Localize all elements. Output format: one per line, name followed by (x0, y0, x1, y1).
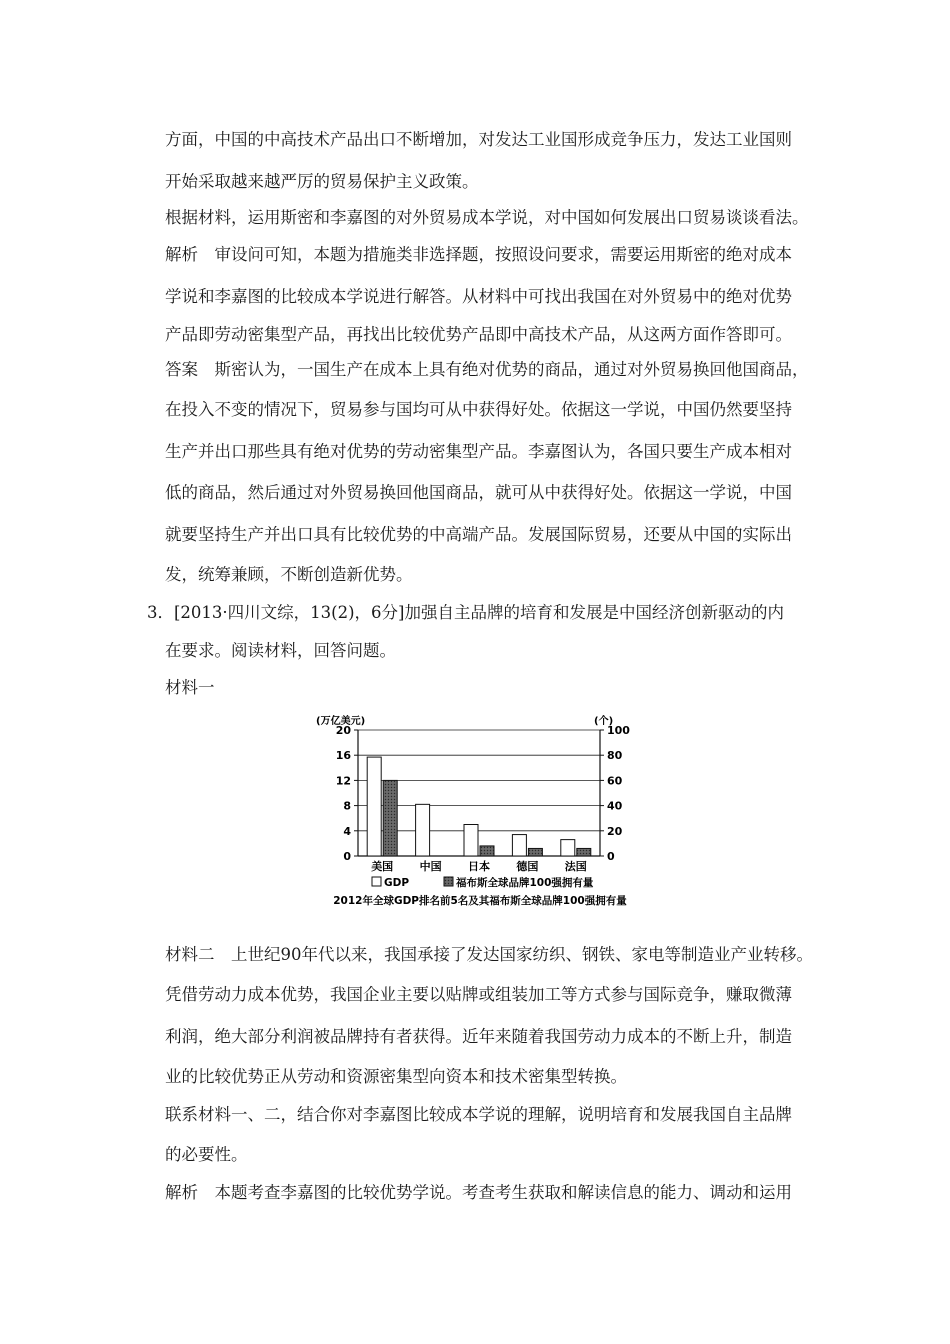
text-line: 学说和李嘉图的比较成本学说进行解答。从材料中可找出我国在对外贸易中的绝对优势 (165, 287, 792, 306)
text-line: 利润，绝大部分利润被品牌持有者获得。近年来随着我国劳动力成本的不断上升，制造 (165, 1027, 792, 1046)
text-line: 在投入不变的情况下，贸易参与国均可从中获得好处。依据这一学说，中国仍然要坚持 (165, 400, 792, 419)
text-line: 方面，中国的中高技术产品出口不断增加，对发达工业国形成竞争压力，发达工业国则 (165, 130, 792, 149)
category-label: 法国 (564, 860, 587, 873)
chart-title: 2012年全球GDP排名前5名及其福布斯全球品牌100强拥有量 (333, 895, 627, 907)
tick-label-right: 40 (607, 799, 623, 813)
tick-label-left: 12 (335, 774, 351, 788)
text-line: 根据材料，运用斯密和李嘉图的对外贸易成本学说，对中国如何发展出口贸易谈谈看法。 (165, 208, 809, 227)
bar-brands (577, 848, 591, 856)
bar-brands (480, 846, 494, 856)
category-label: 德国 (516, 860, 539, 873)
tick-label-right: 100 (607, 724, 630, 737)
legend-label-brands: 福布斯全球品牌100强拥有量 (456, 877, 594, 889)
text-line: 3．[2013·四川文综，13(2)，6分]加强自主品牌的培育和发展是中国经济创新驱动的内 (147, 603, 784, 622)
bar-gdp (512, 835, 526, 856)
bar-gdp (464, 825, 478, 857)
bar-gdp (367, 757, 381, 856)
text-line: 的必要性。 (165, 1145, 248, 1164)
tick-label-right: 0 (607, 850, 615, 863)
tick-label-left: 4 (343, 824, 351, 838)
text-line: 开始采取越来越严厉的贸易保护主义政策。 (165, 172, 479, 191)
category-label: 日本 (468, 860, 490, 873)
text-line: 就要坚持生产并出口具有比较优势的中高端产品。发展国际贸易，还要从中国的实际出 (165, 525, 792, 544)
text-line: 低的商品，然后通过对外贸易换回他国商品，就可从中获得好处。依据这一学说，中国 (165, 483, 792, 502)
category-label: 美国 (371, 860, 394, 873)
bar-brands (528, 848, 542, 856)
chart-container (312, 708, 648, 920)
tick-label-left: 0 (343, 850, 351, 863)
text-line: 凭借劳动力成本优势，我国企业主要以贴牌或组装加工等方式参与国际竞争，赚取微薄 (165, 985, 792, 1004)
text-line: 材料二 上世纪90年代以来，我国承接了发达国家纺织、钢铁、家电等制造业产业转移。 (165, 945, 813, 964)
text-line: 材料一 (165, 678, 215, 697)
tick-label-left: 16 (335, 749, 351, 763)
legend-swatch-brands (444, 877, 453, 886)
text-line: 生产并出口那些具有绝对优势的劳动密集型产品。李嘉图认为，各国只要生产成本相对 (165, 442, 792, 461)
tick-label-left: 8 (343, 799, 351, 813)
tick-label-right: 20 (607, 824, 623, 838)
bar-gdp (416, 804, 430, 856)
y-left-unit: (万亿美元) (316, 716, 366, 727)
text-line: 答案 斯密认为，一国生产在成本上具有绝对优势的商品，通过对外贸易换回他国商品， (165, 360, 809, 379)
text-line: 发，统筹兼顾，不断创造新优势。 (165, 565, 413, 584)
category-label: 中国 (419, 860, 442, 873)
bar-gdp (561, 840, 575, 856)
tick-label-left: 20 (335, 724, 351, 737)
text-line: 产品即劳动密集型产品，再找出比较优势产品即中高技术产品，从这两方面作答即可。 (165, 325, 792, 344)
text-line: 解析 本题考查李嘉图的比较优势学说。考查考生获取和解读信息的能力、调动和运用 (165, 1183, 792, 1202)
tick-label-right: 80 (607, 749, 623, 763)
legend-swatch-gdp (372, 877, 381, 886)
bar-brands (383, 780, 397, 856)
bar-chart (312, 708, 648, 920)
legend-label-gdp: GDP (384, 877, 410, 889)
text-line: 联系材料一、二，结合你对李嘉图比较成本学说的理解，说明培育和发展我国自主品牌 (165, 1105, 792, 1124)
y-right-unit: (个) (594, 716, 614, 727)
tick-label-right: 60 (607, 774, 623, 788)
text-line: 解析 审设问可知，本题为措施类非选择题，按照设问要求，需要运用斯密的绝对成本 (165, 245, 792, 264)
text-line: 在要求。阅读材料，回答问题。 (165, 641, 396, 660)
text-line: 业的比较优势正从劳动和资源密集型向资本和技术密集型转换。 (165, 1067, 627, 1086)
